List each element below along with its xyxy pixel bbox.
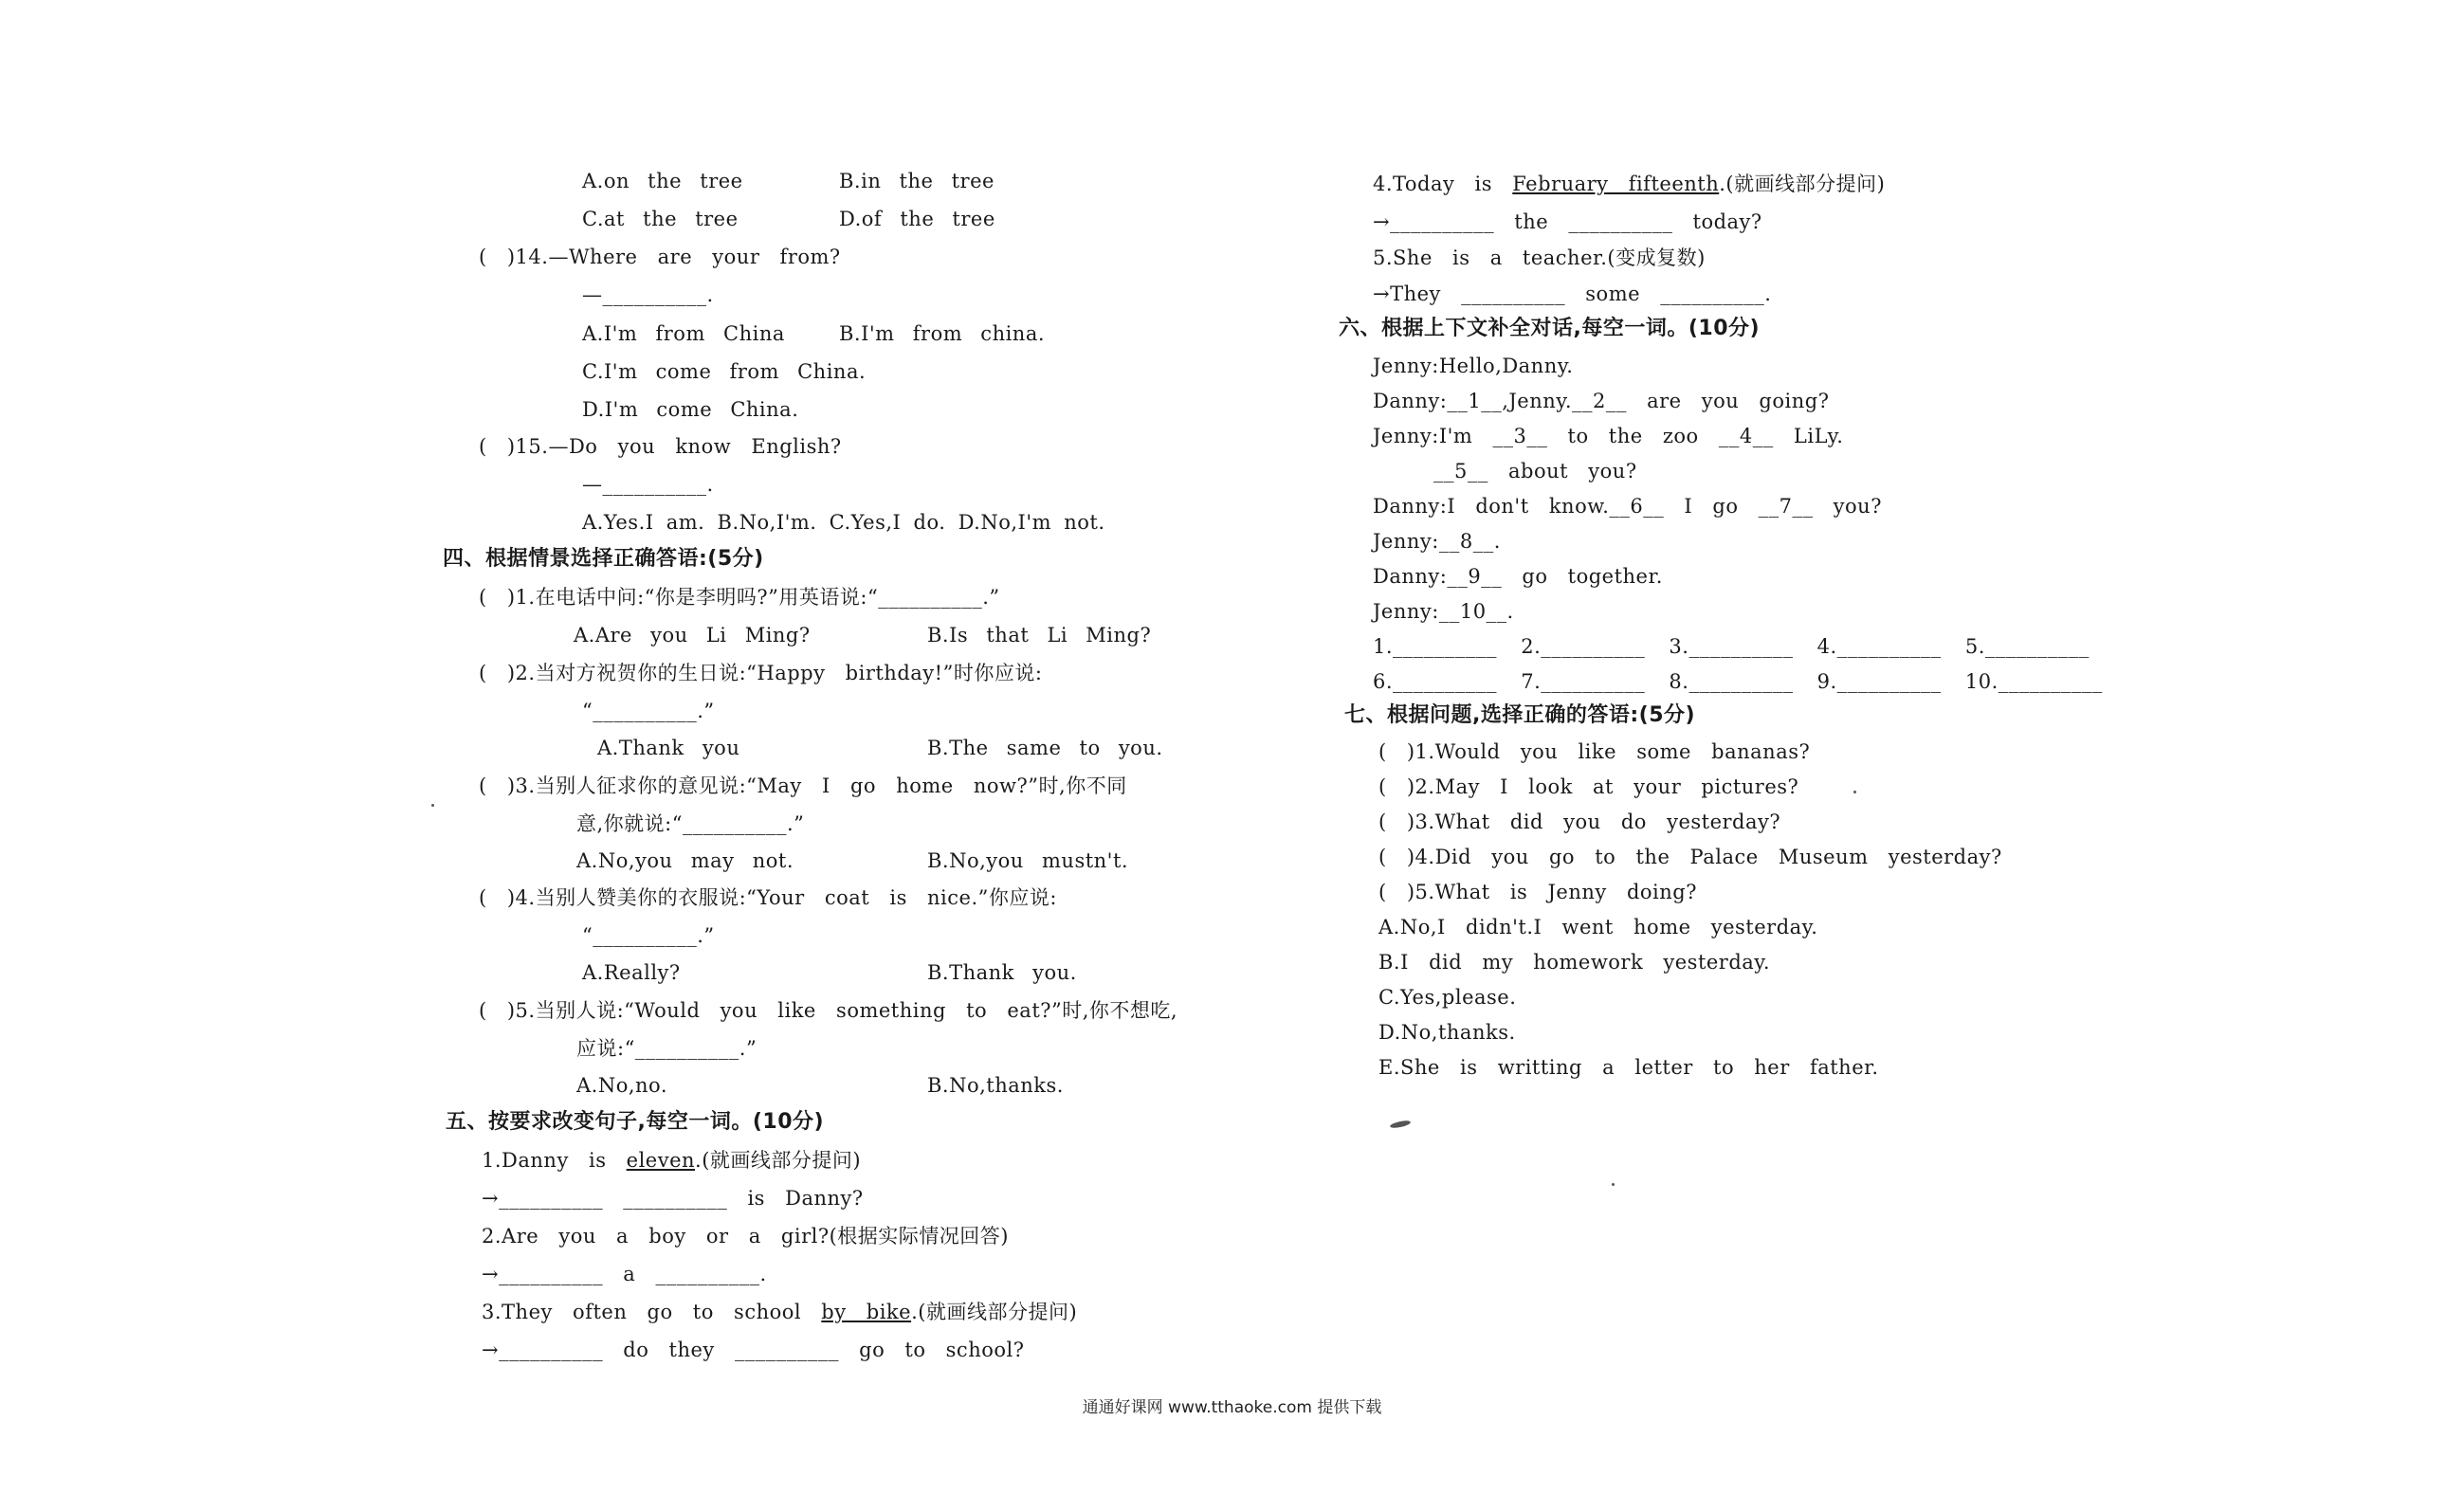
dialogue-line-6: Jenny:__8__. (1373, 530, 1501, 553)
q15-stem: ( )15.—Do you know English? (479, 435, 842, 458)
s5-q3-answer-line: →__________ do they __________ go to school? (482, 1339, 1025, 1361)
dialogue-line-2: Danny:__1__,Jenny.__2__ are you going? (1373, 390, 1830, 412)
q14-blank: —__________. (582, 283, 714, 306)
s4-q2-option-b: B.The same to you. (927, 737, 1163, 759)
s7-q4: ( )4.Did you go to the Palace Museum yesterday? (1378, 846, 2002, 868)
section-4-title: 四、根据情景选择正确答语:(5分) (443, 547, 764, 571)
s5-q3 (482, 1299, 1077, 1325)
s5-q5: 5.She is a teacher.(变成复数) (1373, 246, 1706, 269)
s4-q5-option-b: B.No,thanks. (927, 1074, 1064, 1097)
s5-q2: 2.Are you a boy or a girl?(根据实际情况回答) (482, 1225, 1009, 1248)
scan-speck (431, 804, 434, 807)
s5-q4-post: .(就画线部分提问) (1719, 173, 1886, 195)
s4-q2-stem: ( )2.当对方祝贺你的生日说:“Happy birthday!”时你应说: (479, 662, 1043, 684)
s5-q4 (1373, 171, 1885, 197)
s7-q5: ( )5.What is Jenny doing? (1378, 881, 1697, 903)
scan-speck (1390, 1120, 1412, 1129)
dialogue-line-3: Jenny:I'm __3__ to the zoo __4__ LiLy. (1373, 425, 1844, 447)
scan-speck (1612, 1183, 1615, 1186)
q13-option-d: D.of the tree (839, 208, 995, 230)
s7-option-c: C.Yes,please. (1378, 986, 1517, 1009)
s5-q3-underlined: by bike (821, 1301, 912, 1323)
scan-speck (1853, 791, 1856, 793)
s5-q3-post: .(就画线部分提问) (911, 1301, 1078, 1323)
s4-q1-stem: ( )1.在电话中问:“你是李明吗?”用英语说:“__________.” (479, 586, 1000, 609)
s5-q4-answer-line: →__________ the __________ today? (1373, 210, 1762, 233)
s5-q1-answer-line: →__________ __________ is Danny? (482, 1187, 864, 1210)
q15-blank: —__________. (582, 473, 714, 496)
s4-q3-continuation: 意,你就说:“__________.” (576, 812, 805, 835)
s5-q1-post: .(就画线部分提问) (695, 1149, 862, 1172)
s5-q1-underlined: eleven (626, 1149, 696, 1172)
q14-stem: ( )14.—Where are your from? (479, 246, 841, 268)
s7-q3: ( )3.What did you do yesterday? (1378, 811, 1781, 833)
s7-option-b: B.I did my homework yesterday. (1378, 951, 1771, 974)
s4-q2-blank: “__________.” (582, 700, 715, 722)
dialogue-line-1: Jenny:Hello,Danny. (1373, 355, 1574, 377)
s7-q1: ( )1.Would you like some bananas? (1378, 740, 1811, 763)
s4-q4-stem: ( )4.当别人赞美你的衣服说:“Your coat is nice.”你应说: (479, 886, 1057, 909)
s4-q3-option-b: B.No,you mustn't. (927, 849, 1129, 872)
s5-q4-pre: 4.Today is (1373, 173, 1513, 195)
s7-q2: ( )2.May I look at your pictures? (1378, 775, 1799, 798)
s4-q5-option-a: A.No,no. (576, 1074, 668, 1097)
s5-q1 (482, 1147, 861, 1174)
q13-option-c: C.at the tree (582, 208, 739, 230)
s4-q3-option-a: A.No,you may not. (576, 849, 794, 872)
s5-q5-answer-line: →They __________ some __________. (1373, 282, 1772, 305)
section-5-title: 五、按要求改变句子,每空一词。(10分) (446, 1110, 825, 1134)
s4-q5-continuation: 应说:“__________.” (576, 1037, 757, 1060)
s5-q2-answer-line: →__________ a __________. (482, 1263, 767, 1285)
s5-q1-pre: 1.Danny is (482, 1149, 627, 1172)
s5-q4-underlined: February fifteenth (1512, 173, 1720, 195)
q13-option-a: A.on the tree (582, 170, 743, 192)
q14-option-c: C.I'm come from China. (582, 360, 867, 383)
s4-q2-option-a: A.Thank you (597, 737, 740, 759)
q13-option-b: B.in the tree (839, 170, 995, 192)
q15-options: A.Yes.I am. B.No,I'm. C.Yes,I do. D.No,I'm not. (582, 511, 1105, 534)
q14-option-d: D.I'm come China. (582, 398, 799, 421)
answer-blanks-row-2: 6.__________ 7.__________ 8.__________ 9.__________ 10.__________ (1373, 670, 2103, 693)
dialogue-line-4: __5__ about you? (1433, 460, 1637, 483)
s5-q3-pre: 3.They often go to school (482, 1301, 822, 1323)
s4-q4-option-b: B.Thank you. (927, 961, 1077, 984)
s4-q4-option-a: A.Really? (582, 961, 681, 984)
dialogue-line-7: Danny:__9__ go together. (1373, 565, 1663, 588)
section-6-title: 六、根据上下文补全对话,每空一词。(10分) (1339, 317, 1761, 340)
s4-q1-option-b: B.Is that Li Ming? (927, 624, 1152, 647)
s4-q3-stem: ( )3.当别人征求你的意见说:“May I go home now?”时,你不同 (479, 774, 1127, 797)
q14-option-b: B.I'm from china. (839, 322, 1046, 345)
dialogue-line-5: Danny:I don't know.__6__ I go __7__ you? (1373, 495, 1882, 518)
s7-option-e: E.She is writting a letter to her father. (1378, 1056, 1879, 1079)
q14-option-a: A.I'm from China (582, 322, 785, 345)
s4-q5-stem: ( )5.当别人说:“Would you like something to eat?”时,你不想吃, (479, 999, 1178, 1022)
dialogue-line-8: Jenny:__10__. (1373, 600, 1514, 623)
s4-q4-blank: “__________.” (582, 924, 715, 947)
section-7-title: 七、根据问题,选择正确的答语:(5分) (1344, 703, 1696, 727)
s4-q1-option-a: A.Are you Li Ming? (574, 624, 811, 647)
s7-option-a: A.No,I didn't.I went home yesterday. (1378, 916, 1818, 938)
footer-credit: 通通好课网 www.tthaoke.com 提供下载 (1082, 1398, 1382, 1417)
answer-blanks-row-1: 1.__________ 2.__________ 3.__________ 4.__________ 5.__________ (1373, 635, 2090, 658)
s7-option-d: D.No,thanks. (1378, 1021, 1516, 1044)
